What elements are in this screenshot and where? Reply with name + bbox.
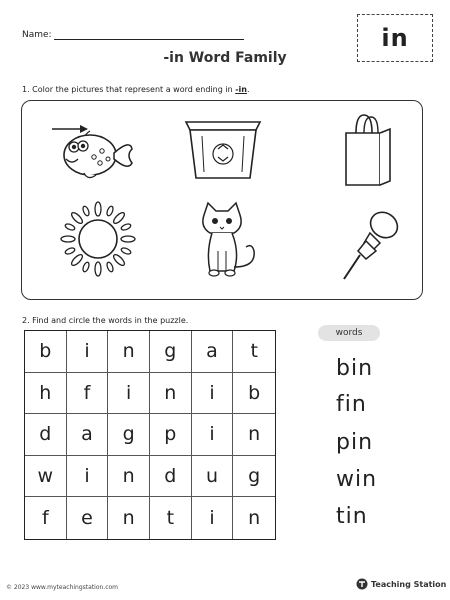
word-search-grid xyxy=(24,330,276,540)
name-field-row xyxy=(22,30,244,40)
grid-cell[interactable]: g xyxy=(233,456,275,498)
grid-cell[interactable]: n xyxy=(108,456,150,498)
grid-cell[interactable]: t xyxy=(233,331,275,373)
grid-cell[interactable]: i xyxy=(108,373,150,415)
words-label: words xyxy=(318,325,380,341)
brand-logo xyxy=(356,578,446,590)
grid-cell[interactable]: n xyxy=(248,507,261,530)
sun-icon[interactable] xyxy=(56,197,140,281)
name-line[interactable] xyxy=(54,30,244,40)
grid-cell[interactable]: i xyxy=(192,414,234,456)
grid-cell[interactable]: n xyxy=(233,414,275,456)
grid-cell[interactable]: f xyxy=(67,373,109,415)
grid-cell[interactable]: g xyxy=(108,414,150,456)
grid-cell[interactable]: a xyxy=(67,414,109,456)
grid-cell[interactable]: f xyxy=(25,497,67,539)
grid-cell[interactable]: d xyxy=(150,456,192,498)
page-title: -in Word Family xyxy=(163,50,287,66)
grid-cell[interactable]: a xyxy=(192,331,234,373)
name-label: Name: xyxy=(22,30,52,40)
push-pin-icon[interactable] xyxy=(340,207,404,283)
instruction-1-prefix: 1. Color the pictures that represent a word ending in xyxy=(22,85,236,94)
picture-box xyxy=(21,100,423,300)
word-bin: bin xyxy=(336,356,374,381)
grid-cell[interactable]: t xyxy=(150,497,192,539)
cat-icon[interactable] xyxy=(194,201,260,281)
grid-cell[interactable]: p xyxy=(150,414,192,456)
shopping-bag-icon[interactable] xyxy=(340,111,394,189)
instruction-1 xyxy=(22,85,250,94)
fish-icon[interactable] xyxy=(50,119,136,185)
grid-cell[interactable]: e xyxy=(67,497,109,539)
grid-cell[interactable]: n xyxy=(108,331,150,373)
word-pin: pin xyxy=(336,430,374,455)
grid-cell[interactable]: d xyxy=(25,414,67,456)
word-tin: tin xyxy=(336,504,368,529)
grid-cell[interactable]: b xyxy=(233,373,275,415)
word-fin: fin xyxy=(336,392,367,417)
grid-cell[interactable]: b xyxy=(25,331,67,373)
grid-cell[interactable]: w xyxy=(25,456,67,498)
grid-cell[interactable]: n xyxy=(108,497,150,539)
grid-cell[interactable]: n xyxy=(150,373,192,415)
instruction-1-suffix: . xyxy=(246,85,250,94)
grid-cell[interactable]: i xyxy=(67,456,109,498)
instruction-1-emphasis: -in xyxy=(235,85,247,94)
grid-cell[interactable]: g xyxy=(150,331,192,373)
grid-cell[interactable]: i xyxy=(192,497,234,539)
copyright-text: © 2023 www.myteachingstation.com xyxy=(6,584,119,591)
grid-cell[interactable]: h xyxy=(25,373,67,415)
recycle-bin-icon[interactable] xyxy=(180,116,266,182)
instruction-2: 2. Find and circle the words in the puzzle. xyxy=(22,316,189,325)
grid-cell[interactable]: u xyxy=(192,456,234,498)
brand-icon xyxy=(356,578,368,590)
word-win: win xyxy=(336,467,378,492)
brand-name: Teaching Station xyxy=(371,579,447,589)
stamp-text: in xyxy=(381,24,409,52)
grid-cell[interactable]: i xyxy=(67,331,109,373)
grid-cell[interactable]: i xyxy=(192,373,234,415)
